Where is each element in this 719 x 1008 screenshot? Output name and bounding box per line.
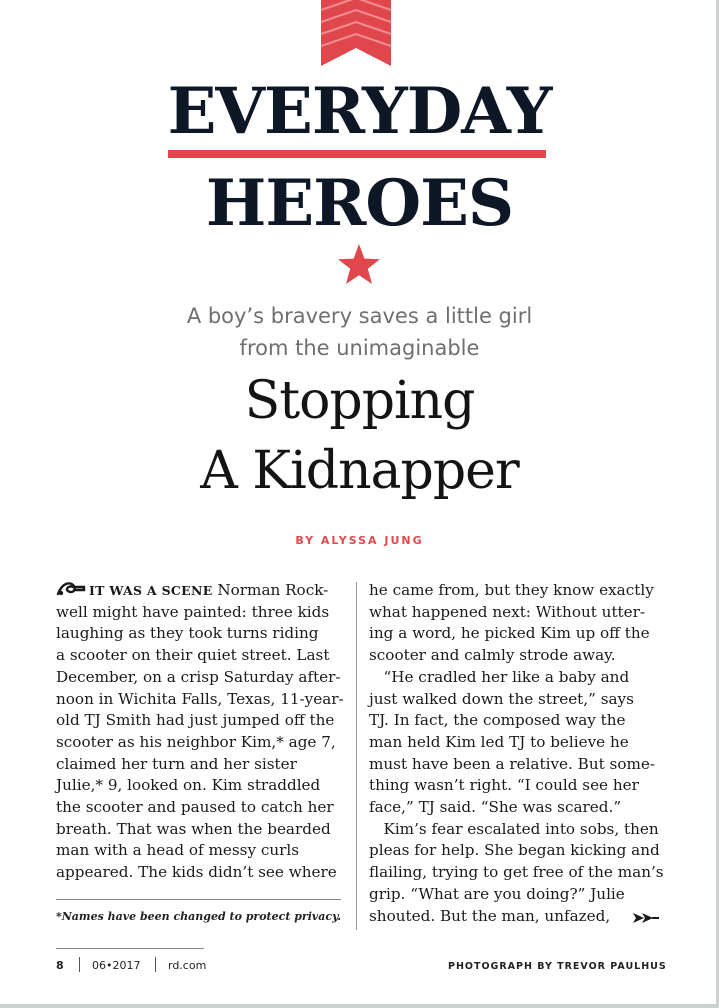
article-line: Kim’s fear escalated into sobs, then [369, 819, 659, 838]
title-divider [168, 150, 546, 158]
flourish-icon [56, 581, 86, 597]
article-line: face,” TJ said. “She was scared.” [369, 798, 622, 817]
dek [0, 300, 719, 364]
footer-rule [56, 948, 204, 949]
article-line: thing wasn’t right. “I could see her [369, 776, 639, 795]
article-line: must have been a relative. But some- [369, 754, 656, 773]
article-line: a scooter on their quiet street. Last [56, 646, 330, 665]
headline-line-1: Stopping [244, 371, 475, 431]
article-line: TJ. In fact, the composed way the [369, 711, 626, 730]
footnote: *Names have been changed to protect privacy. [56, 910, 342, 923]
article-line: breath. That was when the bearded [56, 819, 331, 838]
column-divider [356, 582, 357, 930]
article-line: December, on a crisp Saturday after- [56, 667, 341, 686]
article-line: the scooter and paused to catch her [56, 798, 334, 817]
article-line: pleas for help. She began kicking and [369, 841, 660, 860]
footer-separator [155, 957, 156, 972]
footer-separator [79, 957, 80, 972]
article-line: what happened next: Without utter- [369, 602, 646, 621]
headline [0, 366, 719, 506]
article-line: appeared. The kids didn’t see where [56, 863, 337, 882]
article-right-lines [369, 580, 669, 927]
article-first-line-rest: Norman Rock- [212, 581, 329, 599]
article-line: “He cradled her like a baby and [369, 667, 630, 686]
headline-line-2: A Kidnapper [200, 441, 519, 501]
article-line: old TJ Smith had just jumped off the [56, 711, 335, 730]
article-column-left [56, 580, 346, 884]
article-left-lines [56, 602, 346, 884]
article-line: well might have painted: three kids [56, 602, 330, 621]
article-line: ing a word, he picked Kim up off the [369, 624, 650, 643]
article-line: noon in Wichita Falls, Texas, 11-year- [56, 689, 344, 708]
red-star-icon [336, 242, 382, 286]
page-number: 8 [56, 959, 64, 972]
dek-line-2: from the unimaginable [239, 336, 480, 360]
title-heroes: HEROES [205, 166, 514, 241]
article-line: scooter as his neighbor Kim,* age 7, [56, 732, 336, 751]
article-column-right [369, 580, 669, 927]
byline: BY ALYSSA JUNG [295, 534, 424, 547]
article-line: just walked down the street,” says [369, 689, 634, 708]
article-line: he came from, but they know exactly [369, 581, 654, 599]
article-line: man with a head of messy curls [56, 841, 300, 860]
photo-credit: PHOTOGRAPH BY TREVOR PAULHUS [448, 961, 667, 972]
continue-arrow-icon [633, 912, 659, 924]
article-line: scooter and calmly strode away. [369, 646, 616, 665]
title-everyday: EVERYDAY [167, 74, 552, 149]
article-line: grip. “What are you doing?” Julie [369, 884, 625, 903]
article-line: shouted. But the man, unfazed, [369, 906, 611, 925]
footnote-rule [56, 899, 341, 900]
ribbon-banner-icon [321, 0, 391, 66]
site-url: rd.com [168, 959, 207, 972]
article-line: man held Kim led TJ to believe he [369, 732, 629, 751]
page-edge-bottom [0, 1004, 719, 1008]
article-line: flailing, trying to get free of the man’s [369, 863, 664, 882]
article-first-line [56, 580, 346, 602]
issue-date: 06•2017 [92, 959, 141, 972]
article-leadin: IT WAS A SCENE [89, 583, 213, 598]
article-line: Julie,* 9, looked on. Kim straddled [56, 776, 321, 795]
article-line: claimed her turn and her sister [56, 754, 297, 773]
article-line: laughing as they took turns riding [56, 624, 319, 643]
dek-line-1: A boy’s bravery saves a little girl [186, 304, 533, 328]
